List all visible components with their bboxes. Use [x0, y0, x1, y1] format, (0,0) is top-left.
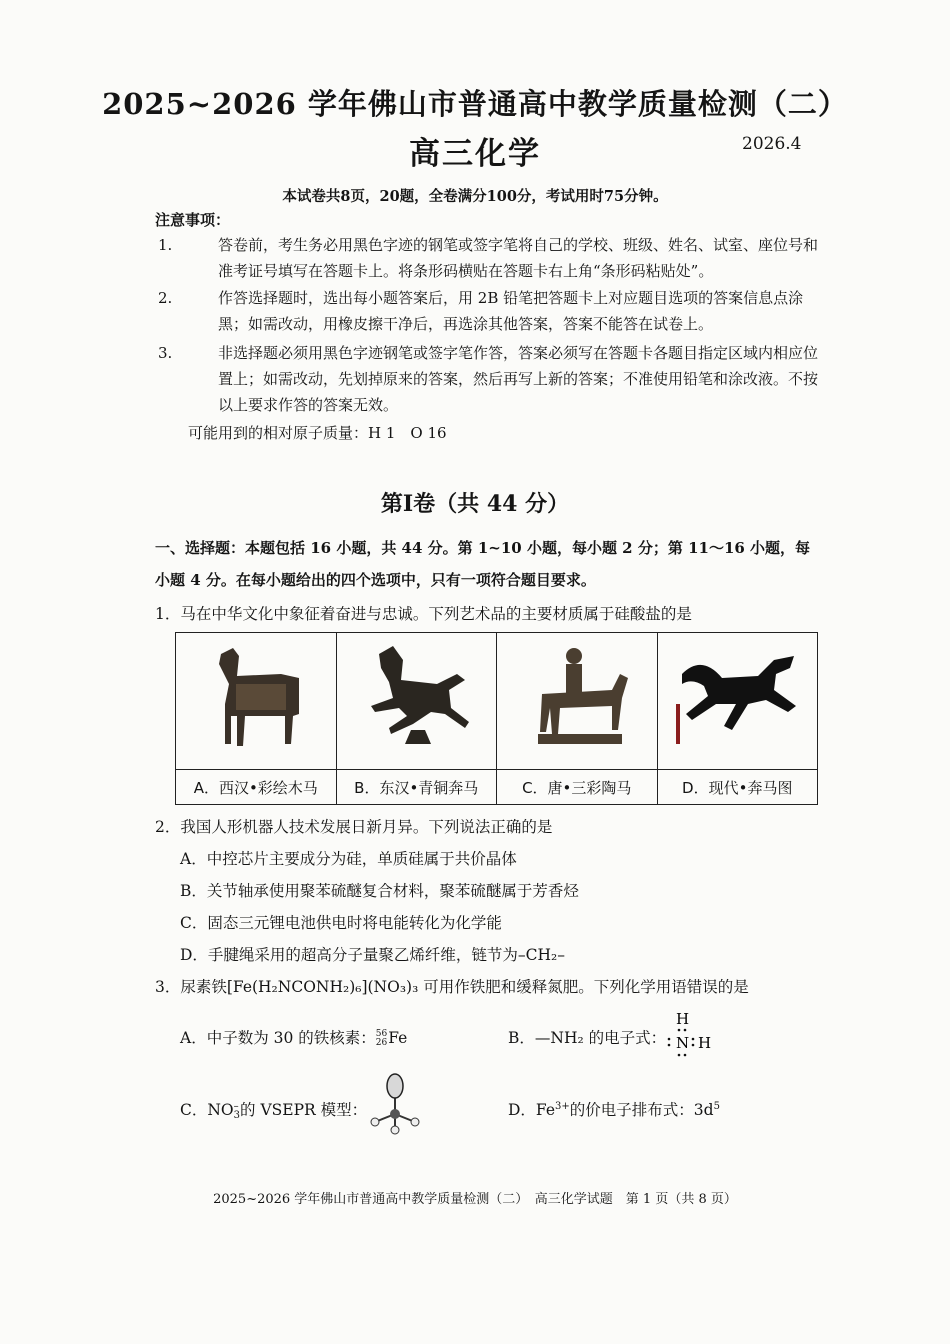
- question-2-option-b: B．关节轴承使用聚苯硫醚复合材料，聚苯硫醚属于芳香烃: [180, 882, 579, 900]
- question-2-option-c: C．固态三元锂电池供电时将电能转化为化学能: [180, 914, 502, 932]
- element-symbol: Fe: [388, 1029, 408, 1047]
- question-1-option-d: D．现代•奔马图: [657, 770, 818, 805]
- question-1-option-a: A．西汉•彩绘木马: [176, 770, 337, 805]
- question-2-option-d: D．手腱绳采用的超高分子量聚乙烯纤维，链节为–CH₂–: [180, 946, 566, 964]
- svg-text:H: H: [698, 1034, 712, 1052]
- bronze-galloping-horse-image: [336, 633, 497, 770]
- galloping-horse-painting-image: [657, 633, 818, 770]
- subject-title: 高三化学: [409, 136, 541, 172]
- vsepr-model-diagram: [365, 1072, 425, 1136]
- exam-title: 2025~2026 学年佛山市普通高中教学质量检测（二）: [102, 87, 848, 121]
- question-3-stem: 3．尿素铁[Fe(H₂NCONH₂)₆](NO₃)₃ 可用作铁肥和缓释氮肥。下列化学用语错误的是: [155, 978, 749, 996]
- part-title: 第Ⅰ卷（共 44 分）: [380, 491, 570, 517]
- mass-number: 56: [375, 1029, 388, 1039]
- question-1-stem: 1．马在中华文化中象征着奋进与忠诚。下列艺术品的主要材质属于硅酸盐的是: [155, 605, 692, 623]
- atomic-masses: 可能用到的相对原子质量：H 1 O 16: [188, 424, 447, 442]
- question-1-options-table: [175, 632, 818, 805]
- tang-sancai-pottery-horse-image: [497, 633, 658, 770]
- question-3-option-a: A．中子数为 30 的铁核素：56 26Fe: [180, 1029, 408, 1048]
- section-instructions: 一、选择题：本题包括 16 小题，共 44 分。第 1~10 小题，每小题 2 分；第 11～16 小题，每小题 4 分。在每小题给出的四个选项中，只有一项符合题目要求。: [155, 539, 811, 589]
- question-2-stem: 2．我国人形机器人技术发展日新月异。下列说法正确的是: [155, 818, 553, 836]
- exam-intro: 本试卷共8页，20题，全卷满分100分，考试用时75分钟。: [282, 188, 668, 205]
- note-2: 2. 作答选择题时，选出每小题答案后，用 2B 铅笔把答题卡上对应题目选项的答案信息点涂黑；如需改动，用橡皮擦干净后，再选涂其他答案，答案不能答在试卷上。: [158, 289, 804, 333]
- svg-text:N: N: [676, 1034, 690, 1052]
- exam-date: 2026.4: [742, 134, 802, 154]
- question-3-option-c: C．NO– 3的 VSEPR 模型：: [180, 1101, 368, 1121]
- question-3-option-d: D．$Fe^{3+}$的价电子排布式：$3d^5$: [508, 1100, 720, 1119]
- note-3: 3. 非选择题必须用黑色字迹钢笔或签字笔作答，答案必须写在答题卡各题目指定区域内相应位置上；如需改动，先划掉原来的答案，然后再写上新的答案；不准使用铅笔和涂改液。不按以上要求作答的答案无效。: [158, 344, 819, 414]
- notes-heading: 注意事项：: [155, 211, 231, 229]
- page-footer: 2025~2026 学年佛山市普通高中教学质量检测（二） 高三化学试题 第 1 页（共 8 页）: [213, 1192, 737, 1207]
- painted-wooden-horse-image: [176, 633, 337, 770]
- note-1: 1. 答卷前，考生务必用黑色字迹的钢笔或签字笔将自己的学校、班级、姓名、试室、座位号和准考证号填写在答题卡上。将条形码横贴在答题卡右上角“条形码粘贴处”。: [158, 236, 819, 280]
- question-3-option-b: B．—NH₂ 的电子式：: [508, 1029, 667, 1047]
- question-1-option-b: B．东汉•青铜奔马: [336, 770, 497, 805]
- question-2-option-a: A．中控芯片主要成分为硅，单质硅属于共价晶体: [180, 850, 517, 868]
- atomic-number: 26: [375, 1038, 388, 1048]
- question-1-option-c: C．唐•三彩陶马: [497, 770, 658, 805]
- svg-text:H: H: [676, 1010, 690, 1028]
- nh2-electron-dot-diagram: [664, 1010, 724, 1062]
